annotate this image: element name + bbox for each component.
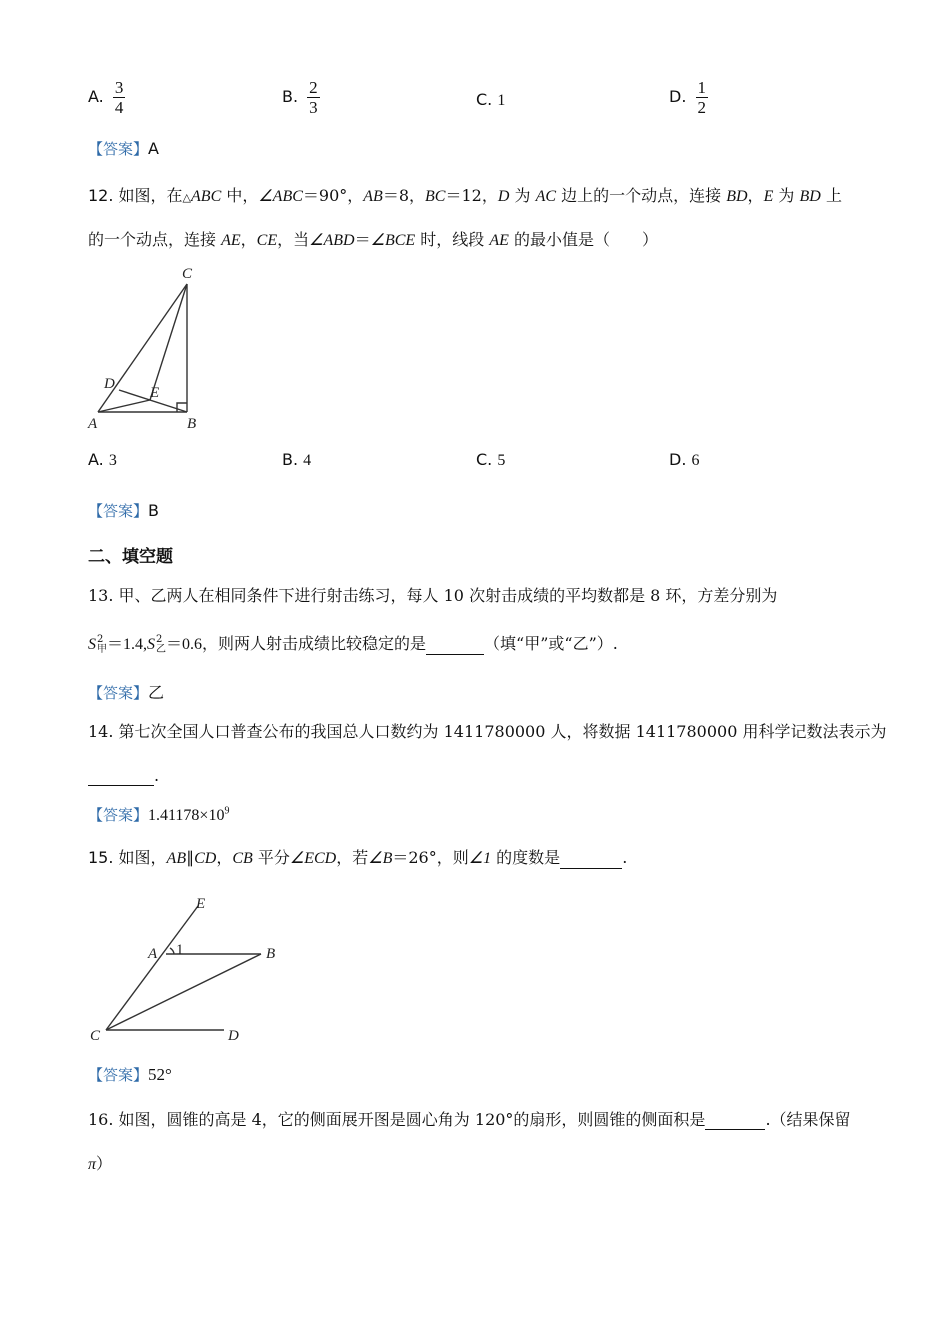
answer-blank[interactable] xyxy=(705,1113,765,1130)
label-d: D xyxy=(228,1028,239,1044)
text: （填“甲”或“乙”）. xyxy=(484,634,618,653)
label-e: E xyxy=(196,896,206,912)
equation: ＝1.4, xyxy=(107,636,148,653)
q11-option-a xyxy=(88,78,125,117)
answer-tag: 【答案】 xyxy=(88,1066,149,1084)
label-c: C xyxy=(90,1028,101,1044)
math: CE xyxy=(256,232,278,249)
q12-line1 xyxy=(88,186,842,208)
superscript-subscript xyxy=(97,635,107,655)
label-c: C xyxy=(182,266,193,282)
text: 为 xyxy=(773,186,800,205)
denominator: 3 xyxy=(309,98,318,117)
text: ＝8， xyxy=(382,186,425,205)
angle-1-arc xyxy=(170,948,174,954)
q12-line2 xyxy=(88,230,658,251)
text: ＝90°， xyxy=(302,186,364,205)
q14-answer xyxy=(88,804,229,825)
q14-line1: 14. 第七次全国人口普查公布的我国总人口数约为 1411780000 人，将数据 1411780000 用科学记数法表示为 xyxy=(88,722,887,741)
q15-answer xyxy=(88,1064,172,1085)
text: ） xyxy=(96,1154,113,1173)
text: 的度数是 xyxy=(491,848,561,867)
denominator: 2 xyxy=(697,98,706,117)
text: ＝12， xyxy=(445,186,498,205)
sup: 2 xyxy=(97,633,104,645)
sup: 2 xyxy=(156,633,163,645)
math: AB xyxy=(166,850,187,867)
answer-value: B xyxy=(148,501,159,520)
math: E xyxy=(763,188,774,205)
q13-line1: 13. 甲、乙两人在相同条件下进行射击练习，每人 10 次射击成绩的平均数都是 8 环，方差分别为 xyxy=(88,586,778,605)
label-e: E xyxy=(150,385,160,401)
q16-line2 xyxy=(88,1154,112,1175)
math: ∠B xyxy=(368,850,393,867)
math: CB xyxy=(232,850,253,867)
triangle-symbol: △ xyxy=(182,191,192,204)
option-label: D. xyxy=(669,87,687,106)
answer-blank[interactable] xyxy=(560,852,622,869)
math: AB xyxy=(363,188,383,205)
label-angle-1: 1 xyxy=(176,942,184,958)
math: AE xyxy=(221,232,241,249)
math: BC xyxy=(425,188,446,205)
answer-tag: 【答案】 xyxy=(88,684,149,702)
option-value: 5 xyxy=(497,452,506,469)
answer-value: A xyxy=(148,139,159,158)
text: ＝26°，则 xyxy=(392,848,469,867)
answer-value: 52° xyxy=(148,1065,172,1084)
text: 为 xyxy=(509,186,536,205)
math: BD xyxy=(726,188,748,205)
q13-line2 xyxy=(88,634,618,655)
option-label: A. xyxy=(88,450,104,469)
answer-blank[interactable] xyxy=(88,769,154,786)
text: 如图， xyxy=(113,848,167,867)
section-heading: 二、填空题 xyxy=(88,547,173,567)
q16-line1 xyxy=(88,1110,851,1130)
q15-parallel-lines-figure xyxy=(86,888,286,1050)
text: ＝ xyxy=(354,230,371,249)
fraction xyxy=(696,78,709,117)
ray-ce xyxy=(106,906,198,1030)
sub: 甲 xyxy=(97,643,107,655)
text: ，当 xyxy=(277,230,310,249)
math: ∠BCE xyxy=(370,232,416,249)
option-value: 1 xyxy=(497,92,506,109)
q11-option-c xyxy=(476,90,505,110)
answer-tag: 【答案】 xyxy=(88,140,149,158)
q12-option-d xyxy=(669,450,700,470)
text: 时，线段 xyxy=(415,230,490,249)
math: ∠ECD xyxy=(289,850,337,867)
option-value: 6 xyxy=(691,452,700,469)
text: 边上的一个动点，连接 xyxy=(556,186,727,205)
q12-option-b xyxy=(282,450,311,470)
text: ， xyxy=(240,230,257,249)
label-b: B xyxy=(266,946,276,962)
math: ∠1 xyxy=(468,850,492,867)
option-label: C. xyxy=(476,90,493,109)
answer-exponent: 9 xyxy=(224,805,230,817)
text: ， xyxy=(747,186,764,205)
text: ，若 xyxy=(336,848,369,867)
option-label: B. xyxy=(282,450,299,469)
option-label: D. xyxy=(669,450,687,469)
answer-value: 乙 xyxy=(148,683,165,702)
q11-option-d xyxy=(669,78,708,117)
text: . xyxy=(154,766,160,785)
q12-triangle-figure xyxy=(86,262,216,434)
segment-cb xyxy=(106,954,261,1030)
option-label: C. xyxy=(476,450,493,469)
text: . xyxy=(622,848,628,867)
q13-answer xyxy=(88,680,164,703)
text: 平分 xyxy=(252,848,290,867)
question-number: 12. xyxy=(88,186,114,205)
q11-option-b xyxy=(282,78,320,117)
segment-ac xyxy=(98,284,187,412)
option-value: 4 xyxy=(303,452,312,469)
option-label: A. xyxy=(88,87,104,106)
answer-tag: 【答案】 xyxy=(88,502,149,520)
equation: ＝0.6 xyxy=(166,636,203,653)
text: 中， xyxy=(221,186,259,205)
variance-symbol: S xyxy=(147,636,156,653)
math: BD xyxy=(799,188,821,205)
math: AE xyxy=(489,232,509,249)
answer-tag: 【答案】 xyxy=(88,806,149,824)
label-d: D xyxy=(104,376,115,392)
math: D xyxy=(497,188,510,205)
label-b: B xyxy=(187,416,197,432)
text: .（结果保留 xyxy=(765,1110,851,1129)
math: ∠ABD xyxy=(309,232,355,249)
q15-line1 xyxy=(88,848,627,869)
q12-option-a xyxy=(88,450,117,470)
math: ∠ABC xyxy=(258,188,303,205)
numerator: 2 xyxy=(309,78,318,97)
fraction xyxy=(113,78,126,117)
label-a: A xyxy=(88,416,98,432)
denominator: 4 xyxy=(114,98,124,117)
pi-symbol: π xyxy=(88,1156,97,1173)
option-label: B. xyxy=(282,87,299,106)
sub: 乙 xyxy=(156,643,167,655)
q12-answer xyxy=(88,500,159,521)
numerator: 3 xyxy=(114,78,124,97)
answer-blank[interactable] xyxy=(426,638,484,655)
variance-symbol: S xyxy=(88,636,96,653)
math: ∥ xyxy=(186,850,195,867)
q12-option-c xyxy=(476,450,505,470)
text: ，则两人射击成绩比较稳定的是 xyxy=(202,634,427,653)
fraction xyxy=(307,78,320,117)
text: 的最小值是（ ） xyxy=(508,230,658,249)
text: 上 xyxy=(820,186,842,205)
math: ABC xyxy=(191,188,222,205)
numerator: 1 xyxy=(697,78,706,97)
segment-ce xyxy=(150,284,187,400)
text: ， xyxy=(216,848,233,867)
answer-value: 1.41178×10 xyxy=(148,807,225,824)
superscript-subscript xyxy=(156,635,166,655)
option-value: 3 xyxy=(108,452,117,469)
text: 如图，在 xyxy=(113,186,183,205)
question-number: 15. xyxy=(88,848,114,867)
text: 16. 如图，圆锥的高是 4，它的侧面展开图是圆心角为 120°的扇形，则圆锥的侧面积是 xyxy=(88,1110,706,1129)
math: CD xyxy=(194,850,217,867)
q14-line2 xyxy=(88,766,159,786)
label-a: A xyxy=(148,946,158,962)
math: AC xyxy=(535,188,557,205)
text: 的一个动点，连接 xyxy=(88,230,222,249)
q11-answer xyxy=(88,138,159,159)
